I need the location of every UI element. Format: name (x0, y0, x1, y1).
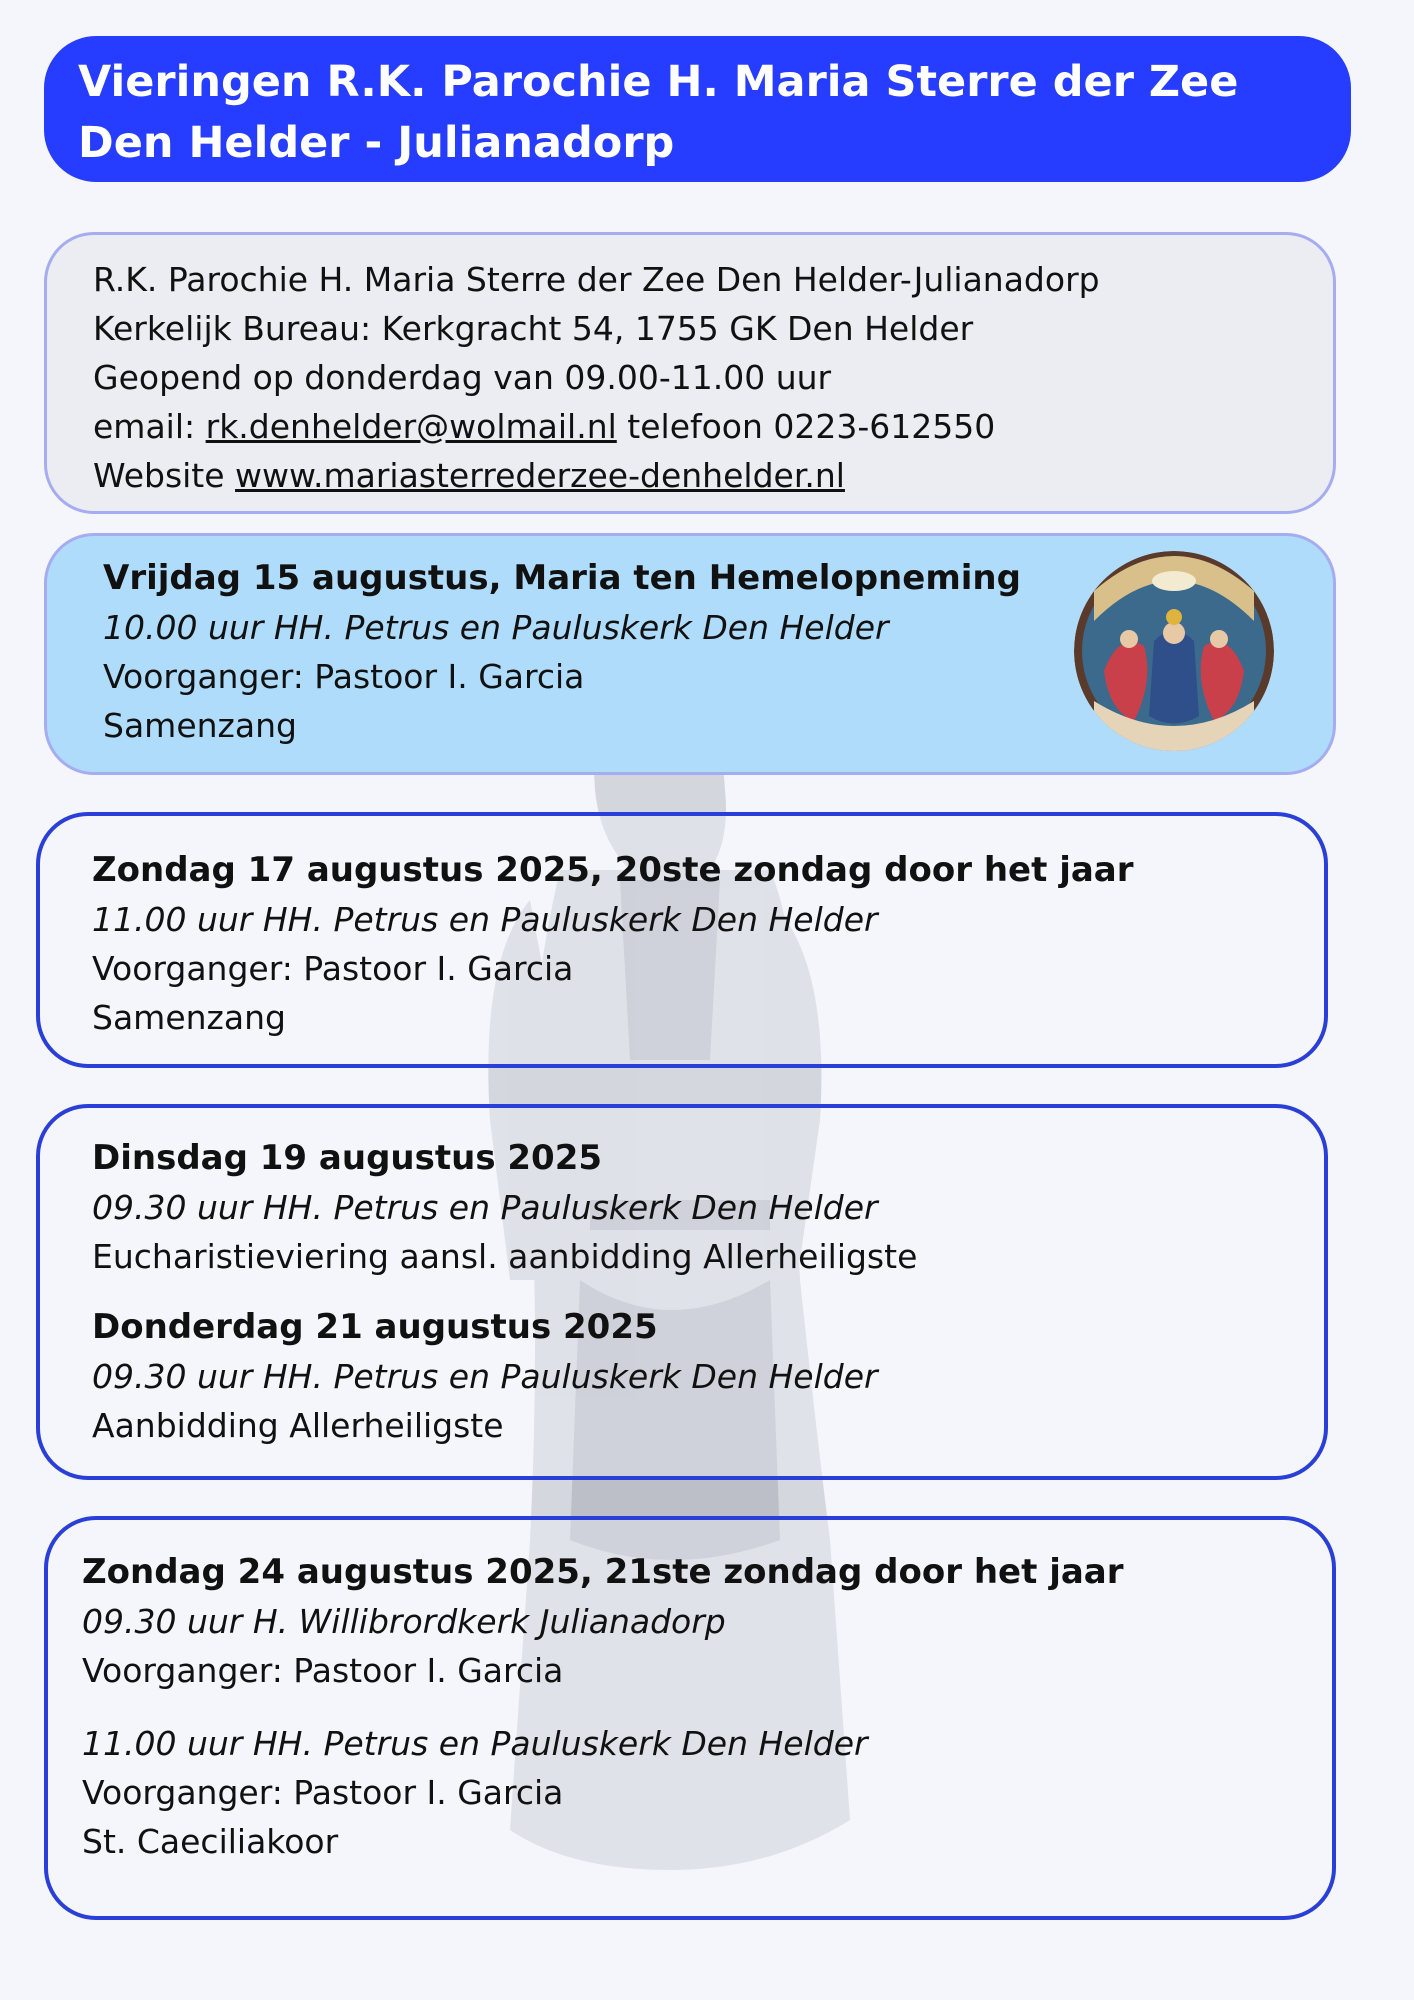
event-time-thursday: 09.30 uur HH. Petrus en Pauluskerk Den Helder (92, 1357, 878, 1396)
event-music: Samenzang (103, 706, 297, 745)
event-music: St. Caeciliakoor (82, 1822, 339, 1861)
event-card-sunday-17 (36, 812, 1328, 1068)
event-title: Vrijdag 15 augustus, Maria ten Hemelopneming (103, 558, 1021, 598)
event-celebrant: Voorganger: Pastoor I. Garcia (103, 657, 585, 696)
event-desc-thursday: Aanbidding Allerheiligste (92, 1406, 504, 1445)
website-label: Website (93, 456, 236, 495)
event-card-sunday-24 (44, 1516, 1336, 1920)
event-time-denhelder: 11.00 uur HH. Petrus en Pauluskerk Den Helder (82, 1724, 868, 1763)
website-line (93, 451, 1333, 500)
event-celebrant-julianadorp: Voorganger: Pastoor I. Garcia (82, 1651, 564, 1690)
parish-name: R.K. Parochie H. Maria Sterre der Zee Den Helder-Julianadorp (93, 260, 1100, 299)
email-link[interactable]: rk.denhelder@wolmail.nl (205, 407, 617, 446)
event-title: Zondag 17 augustus 2025, 20ste zondag door het jaar (92, 850, 1134, 890)
event-title-thursday: Donderdag 21 augustus 2025 (92, 1307, 658, 1347)
event-time: 11.00 uur HH. Petrus en Pauluskerk Den Helder (92, 900, 878, 939)
page-title (44, 36, 1351, 182)
event-celebrant: Voorganger: Pastoor I. Garcia (92, 949, 574, 988)
email-label: email: (93, 407, 206, 446)
event-card-weekdays (36, 1104, 1328, 1480)
event-time-julianadorp: 09.30 uur H. Willibrordkerk Julianadorp (82, 1602, 726, 1641)
office-hours: Geopend op donderdag van 09.00-11.00 uur (93, 358, 832, 397)
event-title-tuesday: Dinsdag 19 augustus 2025 (92, 1138, 603, 1178)
event-music: Samenzang (92, 998, 286, 1037)
event-time-tuesday: 09.30 uur HH. Petrus en Pauluskerk Den Helder (92, 1188, 878, 1227)
title-line-1: Vieringen R.K. Parochie H. Maria Sterre der Zee (78, 57, 1239, 107)
website-link[interactable]: www.mariasterrederzee-denhelder.nl (235, 456, 845, 495)
event-celebrant-denhelder: Voorganger: Pastoor I. Garcia (82, 1773, 564, 1812)
event-time: 10.00 uur HH. Petrus en Pauluskerk Den Helder (103, 608, 889, 647)
parish-info-card (44, 232, 1336, 514)
office-address: Kerkelijk Bureau: Kerkgracht 54, 1755 GK Den Helder (93, 309, 974, 348)
title-line-2: Den Helder - Julianadorp (78, 118, 675, 168)
event-title: Zondag 24 augustus 2025, 21ste zondag door het jaar (82, 1552, 1124, 1592)
event-desc-tuesday: Eucharistieviering aansl. aanbidding Allerheiligste (92, 1237, 918, 1276)
phone-text: telefoon 0223-612550 (616, 407, 996, 446)
contact-line (93, 402, 1333, 451)
assumption-painting-image (1074, 551, 1274, 751)
